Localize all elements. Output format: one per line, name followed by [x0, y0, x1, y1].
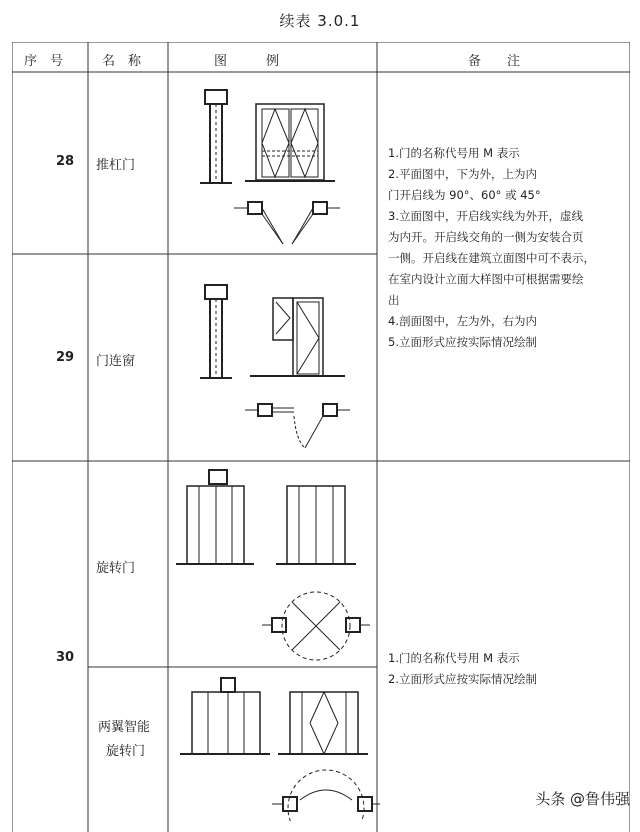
row-30-number: 30	[56, 650, 75, 665]
row-29-number: 29	[56, 350, 75, 365]
note-line: 门开启线为 90°、60° 或 45°	[388, 188, 541, 202]
note-line: 一侧。开启线在建筑立面图中可不表示，	[388, 251, 595, 265]
note-line: 出	[388, 293, 400, 307]
row-29-name: 门连窗	[96, 354, 136, 369]
table-title: 续表 3.0.1	[279, 12, 361, 30]
note-line: 2.立面形式应按实际情况绘制	[388, 672, 537, 686]
notes-group-2	[388, 648, 537, 690]
row-30b-name-line2: 旋转门	[106, 744, 146, 759]
watermark: 头条 @鲁伟强	[535, 790, 630, 808]
note-line: 4.剖面图中，左为外，右为内	[388, 314, 537, 328]
row-30-name: 旋转门	[96, 561, 136, 576]
row-30b-name-line1: 两翼智能	[98, 720, 151, 735]
note-line: 1.门的名称代号用 M 表示	[388, 651, 520, 665]
header-seq: 序 号	[24, 54, 64, 69]
note-line: 在室内设计立面大样图中可根据需要绘	[388, 272, 584, 286]
note-line: 2.平面图中，下为外，上为内	[388, 167, 537, 181]
header-legend: 图 例	[214, 54, 280, 69]
row-28-name: 推杠门	[96, 158, 136, 173]
header-name: 名 称	[102, 54, 142, 69]
note-line: 5.立面形式应按实际情况绘制	[388, 335, 537, 349]
header-notes: 备 注	[468, 54, 521, 69]
row-28-number: 28	[56, 154, 75, 169]
notes-group-1	[388, 143, 595, 353]
note-line: 3.立面图中，开启线实线为外开，虚线	[388, 209, 583, 223]
note-line: 1.门的名称代号用 M 表示	[388, 146, 520, 160]
note-line: 为内开。开启线交角的一侧为安装合页	[388, 230, 584, 244]
